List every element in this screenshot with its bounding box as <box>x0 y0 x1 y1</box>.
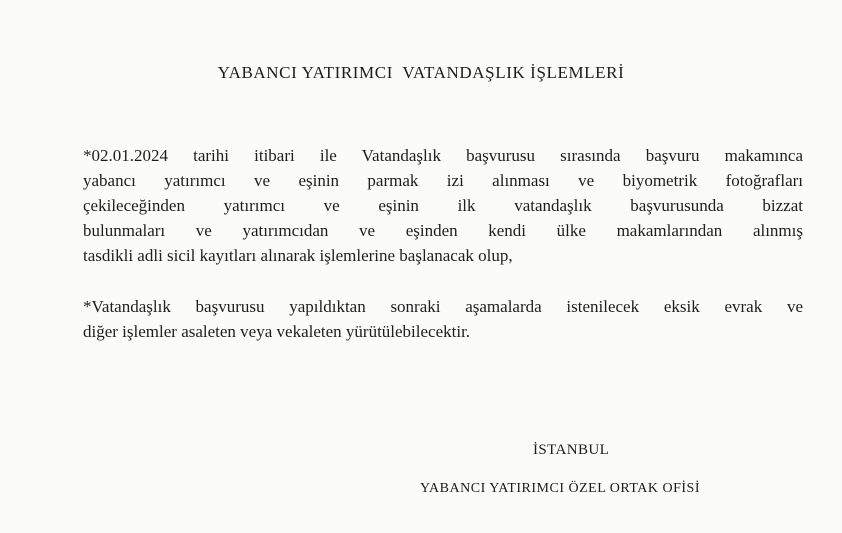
paragraph-biometric-notice <box>83 143 803 268</box>
paragraph-line: *02.01.2024 tarihi itibari ile Vatandaşlık başvurusu sırasında başvuru makamınca <box>83 146 803 165</box>
paragraph-line: tasdikli adli sicil kayıtları alınarak işlemlerine başlanacak olup, <box>83 246 513 265</box>
document-title: YABANCI YATIRIMCI VATANDAŞLIK İŞLEMLERİ <box>217 63 625 82</box>
paragraph-line: *Vatandaşlık başvurusu yapıldıktan sonraki aşamalarda istenilecek eksik evrak ve <box>83 297 803 316</box>
paragraph-line: yabancı yatırımcı ve eşinin parmak izi alınması ve biyometrik fotoğrafları <box>83 171 803 190</box>
signature-office: YABANCI YATIRIMCI ÖZEL ORTAK OFİSİ <box>420 481 700 496</box>
paragraph-line: çekileceğinden yatırımcı ve eşinin ilk vatandaşlık başvurusunda bizzat <box>83 196 803 215</box>
paragraph-line: bulunmaları ve yatırımcıdan ve eşinden kendi ülke makamlarından alınmış <box>83 221 803 240</box>
signature-city: İSTANBUL <box>533 442 610 458</box>
paragraph-followup-notice <box>83 294 803 344</box>
paragraph-line: diğer işlemler asaleten veya vekaleten yürütülebilecektir. <box>83 322 471 341</box>
